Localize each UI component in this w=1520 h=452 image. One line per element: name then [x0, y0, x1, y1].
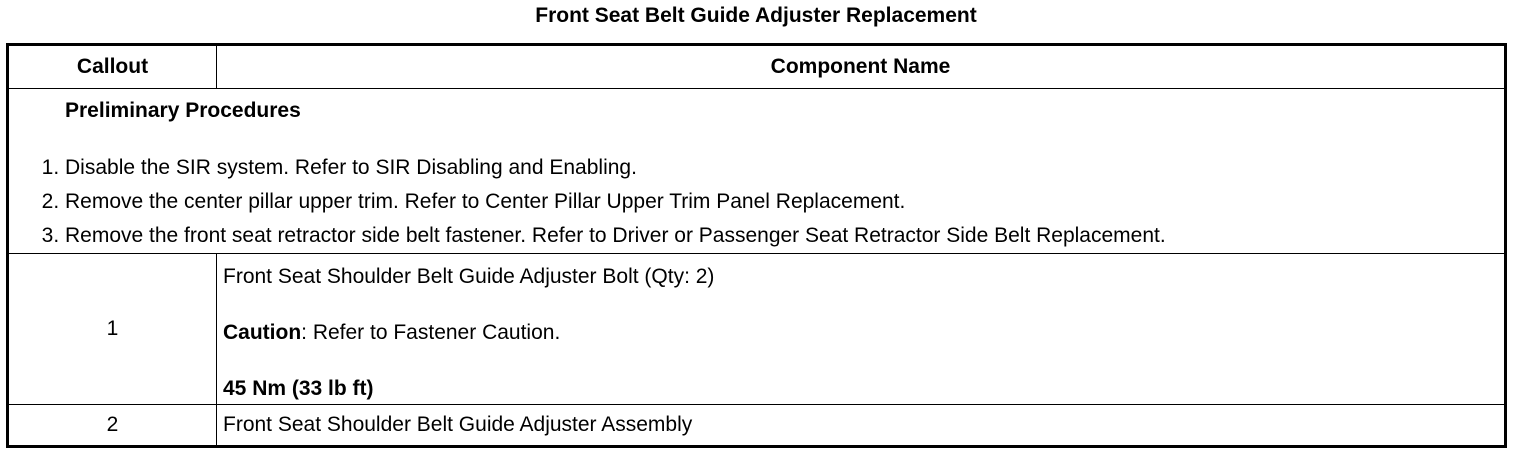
component-cell [217, 405, 1506, 447]
caution-label: Caution [223, 321, 302, 344]
component-name-header: Component Name [217, 45, 1506, 89]
caution-text: : Refer to Fastener Caution. [301, 321, 561, 344]
callout-number: 1 [8, 254, 217, 405]
preliminary-step: 1. Disable the SIR system. Refer to SIR Disabling and Enabling. [65, 151, 1504, 185]
preliminary-procedures-title: Preliminary Procedures [65, 99, 301, 122]
document-title: Front Seat Belt Guide Adjuster Replacement [535, 4, 977, 27]
preliminary-procedures-cell [8, 89, 1506, 254]
header-row [8, 45, 1506, 89]
callout-number: 2 [8, 405, 217, 447]
preliminary-row [8, 89, 1506, 254]
table-row [8, 254, 1506, 405]
procedure-table [6, 43, 1507, 448]
preliminary-step: 2. Remove the center pillar upper trim. Refer to Center Pillar Upper Trim Panel Replacement. [65, 185, 1504, 219]
preliminary-steps-list [9, 151, 1504, 253]
component-name: Front Seat Shoulder Belt Guide Adjuster Bolt (Qty: 2) [223, 265, 715, 288]
torque-spec: 45 Nm (33 lb ft) [223, 377, 374, 400]
caution-note [223, 320, 1504, 346]
component-name: Front Seat Shoulder Belt Guide Adjuster Assembly [223, 413, 693, 436]
preliminary-step: 3. Remove the front seat retractor side belt fastener. Refer to Driver or Passenger Seat Retractor Side Belt Replacement. [65, 219, 1504, 253]
callout-header: Callout [8, 45, 217, 89]
component-cell [217, 254, 1506, 405]
table-row [8, 405, 1506, 447]
